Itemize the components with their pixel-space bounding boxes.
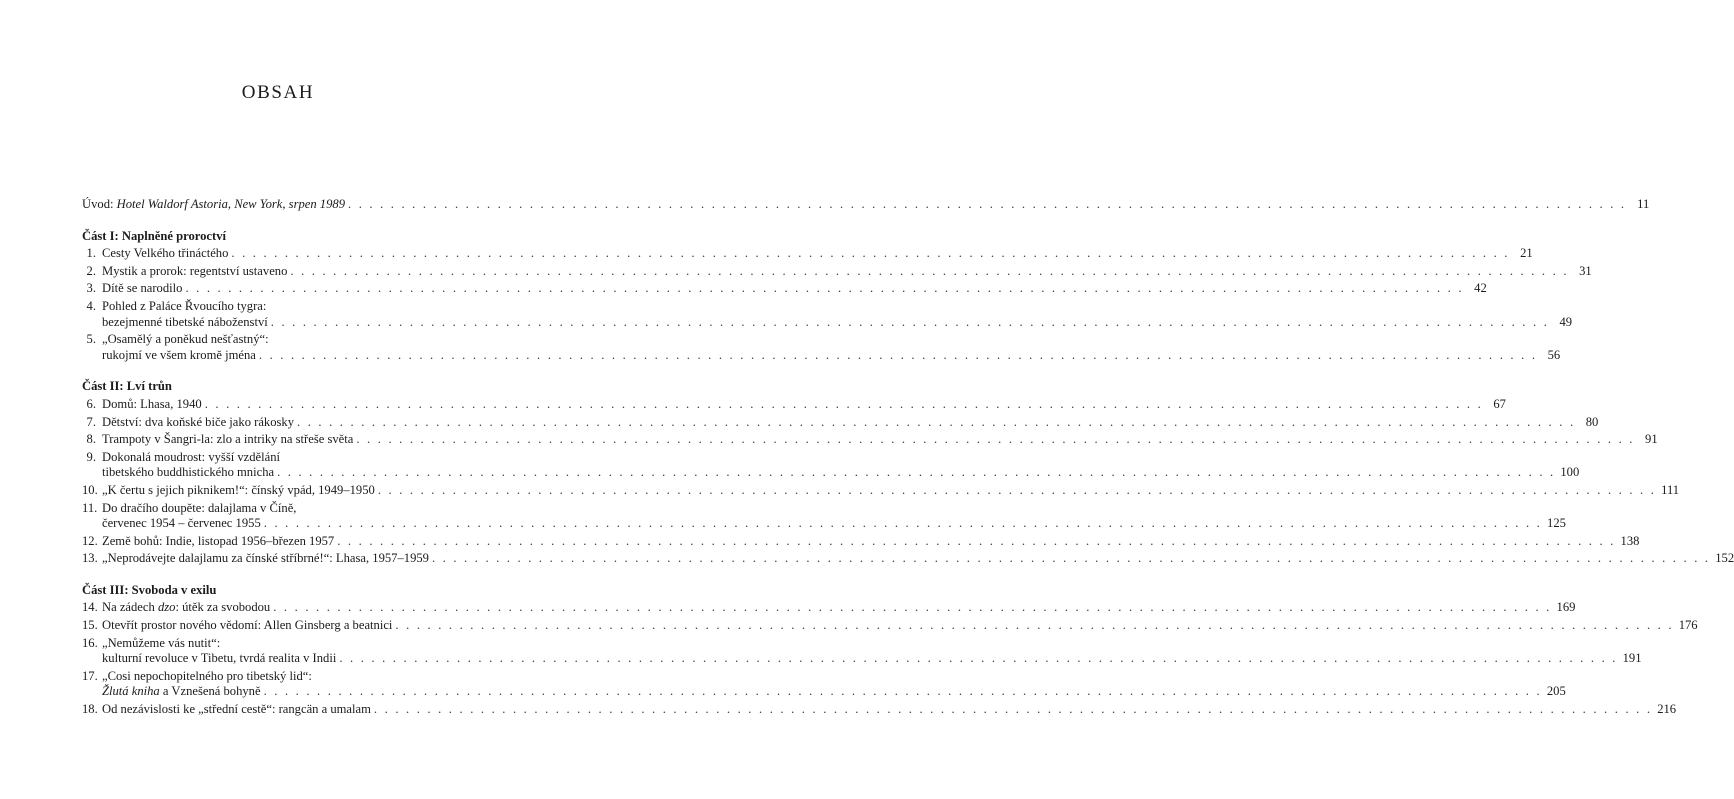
chapter-title-line: Dětství: dva koňské biče jako rákosky (102, 414, 295, 429)
toc-entry[interactable] (82, 449, 1580, 481)
toc-entry-line (82, 465, 1580, 481)
chapter-title-line: „Neprodávejte dalajlamu za čínské stříbrné!“: Lhasa, 1957–1959 (102, 551, 429, 566)
leader-dots: . . . . . . . . . . . . . . . . . . . . . . . . . . . . . . . . . . . . . . . . . . . . . . . . . . . . . . . . . . . . . . . . . . . . . . . . . . . . . . . . . . . . . . . . . . . . . . . . . . . . . . . . . . . . . . . . . . . . . . . . (185, 281, 1464, 296)
page-number: 91 (1645, 432, 1658, 447)
leader-dots: . . . . . . . . . . . . . . . . . . . . . . . . . . . . . . . . . . . . . . . . . . . . . . . . . . . . . . . . . . . . . . . . . . . . . . . . . . . . . . . . . . . . . . . . . . . . . . . . . . . . . . . . . . . . . . . . . . . . . . . . (263, 684, 1542, 699)
chapter-title-line: tibetského buddhistického mnicha (102, 465, 275, 480)
leader-dots: . . . . . . . . . . . . . . . . . . . . . . . . . . . . . . . . . . . . . . . . . . . . . . . . . . . . . . . . . . . . . . . . . . . . . . . . . . . . . . . . . . . . . . . . . . . . . . . . . . . . . . . . . . . . . . . . . . . . . . . . (231, 246, 1510, 261)
chapter-number: 16. (82, 635, 98, 650)
leader-dots: . . . . . . . . . . . . . . . . . . . . . . . . . . . . . . . . . . . . . . . . . . . . . . . . . . . . . . . . . . . . . . . . . . . . . . . . . . . . . . . . . . . . . . . . . . . . . . . . . . . . . . . . . . . . . . . . . . . . . . . . (395, 618, 1674, 633)
part-section (82, 228, 1592, 364)
toc-entry-line (82, 314, 1573, 331)
leader-dots: . . . . . . . . . . . . . . . . . . . . . . . . . . . . . . . . . . . . . . . . . . . . . . . . . . . . . . . . . . . . . . . . . . . . . . . . . . . . . . . . . . . . . . . . . . . . . . . . . . . . . . . . . . . . . . . . . . . . . . . . (348, 197, 1627, 211)
toc-entry[interactable] (82, 432, 1658, 448)
toc-entry[interactable] (82, 500, 1566, 532)
toc-entry[interactable] (82, 551, 1734, 567)
toc-entry-line (82, 533, 1640, 550)
chapter-number: 6. (86, 396, 96, 411)
toc-entry[interactable] (82, 618, 1698, 634)
leader-dots: . . . . . . . . . . . . . . . . . . . . . . . . . . . . . . . . . . . . . . . . . . . . . . . . . . . . . . . . . . . . . . . . . . . . . . . . . . . . . . . . . . . . . . . . . . . . . . . . . . . . . . . . . . . . . . . . . . . . . . . . (373, 702, 1653, 717)
part-section (82, 379, 1734, 567)
chapter-title-line: Od nezávislosti ke „střední cestě“: rangcän a umalam (102, 702, 371, 717)
page-number: 49 (1559, 314, 1573, 329)
chapter-number: 13. (82, 551, 98, 566)
chapter-number: 17. (82, 668, 98, 683)
page-number: 216 (1657, 702, 1677, 717)
chapter-title-line: Pohled z Paláce Řvoucího tygra: (102, 298, 267, 313)
chapter-title-line: Otevřít prostor nového vědomí: Allen Ginsberg a beatnici (102, 618, 393, 633)
toc-entry-line (82, 702, 1677, 718)
chapter-number: 1. (86, 246, 96, 261)
part-heading[interactable]: Část II: Lví trůn (82, 379, 172, 394)
chapter-title-line: „K čertu s jejich piknikem!“: čínský vpád, 1949–1950 (102, 482, 375, 497)
toc-entry[interactable] (82, 281, 1487, 297)
toc-entry-line (82, 600, 1576, 616)
leader-dots: . . . . . . . . . . . . . . . . . . . . . . . . . . . . . . . . . . . . . . . . . . . . . . . . . . . . . . . . . . . . . . . . . . . . . . . . . . . . . . . . . . . . . . . . . . . . . . . . . . . . . . . . . . . . . . . . . . . . . . . . (377, 482, 1657, 497)
chapter-number: 8. (86, 432, 96, 447)
intro-prefix: Úvod: (82, 197, 117, 211)
intro-italic-title: Hotel Waldorf Astoria, New York, srpen 1989 (116, 197, 345, 211)
toc-entry-line (82, 651, 1642, 667)
intro-section (82, 197, 1650, 213)
toc-entry-line (82, 432, 1658, 448)
chapter-number: 18. (82, 702, 98, 717)
leader-dots: . . . . . . . . . . . . . . . . . . . . . . . . . . . . . . . . . . . . . . . . . . . . . . . . . . . . . . . . . . . . . . . . . . . . . . . . . . . . . . . . . . . . . . . . . . . . . . . . . . . . . . . . . . . . . . . . . . . . . . . . (277, 465, 1556, 480)
toc-entry[interactable] (82, 263, 1592, 280)
toc-entry-line (82, 551, 1734, 567)
toc-entry-line (82, 636, 495, 652)
toc-entry[interactable] (82, 246, 1533, 262)
toc-entry-line (82, 263, 1592, 280)
chapter-number: 3. (86, 281, 96, 296)
toc-entry[interactable] (82, 533, 1640, 550)
leader-dots: . . . . . . . . . . . . . . . . . . . . . . . . . . . . . . . . . . . . . . . . . . . . . . . . . . . . . . . . . . . . . . . . . . . . . . . . . . . . . . . . . . . . . . . . . . . . . . . . . . . . . . . . . . . . . . . . . . . . . . . . (337, 533, 1616, 548)
table-of-contents (82, 197, 1734, 720)
toc-entry-line (82, 669, 495, 685)
chapter-number: 12. (82, 533, 98, 548)
page-number: 42 (1474, 281, 1487, 296)
page-number: 152 (1715, 551, 1734, 566)
toc-entry[interactable] (82, 668, 1566, 700)
leader-dots: . . . . . . . . . . . . . . . . . . . . . . . . . . . . . . . . . . . . . . . . . . . . . . . . . . . . . . . . . . . . . . . . . . . . . . . . . . . . . . . . . . . . . . . . . . . . . . . . . . . . . . . . . . . . . . . . . . . . . . . . (290, 263, 1569, 278)
chapter-title-line: Země bohů: Indie, listopad 1956–březen 1957 (102, 533, 335, 548)
toc-entry-line (82, 618, 1698, 634)
chapter-title-line: Dítě se narodilo (102, 281, 183, 296)
chapter-title-line: „Nemůžeme vás nutit“: (102, 635, 221, 650)
toc-entry[interactable] (82, 635, 1642, 667)
chapter-title-line: Cesty Velkého třináctého (102, 246, 229, 261)
toc-entry-line (82, 281, 1487, 297)
chapter-number: 9. (86, 449, 96, 464)
page-number: 100 (1560, 465, 1580, 480)
leader-dots: . . . . . . . . . . . . . . . . . . . . . . . . . . . . . . . . . . . . . . . . . . . . . . . . . . . . . . . . . . . . . . . . . . . . . . . . . . . . . . . . . . . . . . . . . . . . . . . . . . . . . . . . . . . . . . . . . . . . . . . . (339, 651, 1618, 666)
toc-entry[interactable] (82, 298, 1573, 330)
leader-dots: . . . . . . . . . . . . . . . . . . . . . . . . . . . . . . . . . . . . . . . . . . . . . . . . . . . . . . . . . . . . . . . . . . . . . . . . . . . . . . . . . . . . . . . . . . . . . . . . . . . . . . . . . . . . . . . . . . . . . . . . (263, 516, 1543, 531)
leader-dots: . . . . . . . . . . . . . . . . . . . . . . . . . . . . . . . . . . . . . . . . . . . . . . . . . . . . . . . . . . . . . . . . . . . . . . . . . . . . . . . . . . . . . . . . . . . . . . . . . . . . . . . . . . . . . . . . . . . . . . . . (258, 347, 1538, 362)
chapter-number: 5. (86, 332, 96, 347)
page-number: 176 (1678, 618, 1698, 633)
chapter-number: 15. (82, 618, 98, 633)
toc-entry[interactable] (82, 482, 1680, 499)
page-number: 191 (1622, 651, 1642, 666)
part-heading[interactable]: Část I: Naplněné proroctví (82, 228, 227, 243)
page-number: 111 (1661, 482, 1680, 497)
toc-entry-line (82, 347, 1561, 364)
chapter-title-line: „Cosi nepochopitelného pro tibetský lid“: (102, 668, 312, 683)
page-number: 31 (1579, 263, 1592, 278)
leader-dots: . . . . . . . . . . . . . . . . . . . . . . . . . . . . . . . . . . . . . . . . . . . . . . . . . . . . . . . . . . . . . . . . . . . . . . . . . . . . . . . . . . . . . . . . . . . . . . . . . . . . . . . . . . . . . . . . . . . . . . . . (356, 432, 1635, 447)
part-heading[interactable]: Část III: Svoboda v exilu (82, 582, 217, 597)
page-number: 67 (1493, 396, 1506, 411)
toc-entry-line (82, 450, 495, 466)
chapter-number: 7. (86, 414, 96, 429)
page-title: OBSAH (241, 82, 315, 103)
chapter-title-line: Trampoty v Šangri-la: zlo a intriky na střeše světa (102, 432, 354, 447)
toc-entry-line (82, 501, 495, 517)
leader-dots: . . . . . . . . . . . . . . . . . . . . . . . . . . . . . . . . . . . . . . . . . . . . . . . . . . . . . . . . . . . . . . . . . . . . . . . . . . . . . . . . . . . . . . . . . . . . . . . . . . . . . . . . . . . . . . . . . . . . . . . . (297, 414, 1576, 429)
chapter-title-line: kulturní revoluce v Tibetu, tvrdá realita v Indii (102, 651, 337, 666)
toc-entry-line (82, 332, 495, 348)
toc-entry[interactable] (82, 702, 1677, 718)
chapter-title-line: Domů: Lhasa, 1940 (102, 396, 202, 411)
leader-dots: . . . . . . . . . . . . . . . . . . . . . . . . . . . . . . . . . . . . . . . . . . . . . . . . . . . . . . . . . . . . . . . . . . . . . . . . . . . . . . . . . . . . . . . . . . . . . . . . . . . . . . . . . . . . . . . . . . . . . . . . (204, 396, 1483, 411)
page-number: 56 (1547, 347, 1561, 362)
chapter-title-line: Dokonalá moudrost: vyšší vzdělání (102, 449, 281, 464)
chapter-number: 4. (86, 298, 96, 313)
toc-entry-line (82, 516, 1566, 532)
chapter-title-line: bezejmenné tibetské náboženství (102, 314, 268, 329)
chapter-title-line: rukojmí ve všem kromě jména (102, 347, 256, 362)
chapter-title-line: Do dračího doupěte: dalajlama v Číně, (102, 500, 297, 515)
leader-dots: . . . . . . . . . . . . . . . . . . . . . . . . . . . . . . . . . . . . . . . . . . . . . . . . . . . . . . . . . . . . . . . . . . . . . . . . . . . . . . . . . . . . . . . . . . . . . . . . . . . . . . . . . . . . . . . . . . . . . . . . (431, 551, 1711, 566)
chapter-number: 10. (82, 482, 98, 497)
toc-entry-line (82, 684, 1566, 700)
page-number: 169 (1556, 600, 1576, 615)
intro-title (82, 197, 345, 213)
toc-entry[interactable] (82, 414, 1599, 431)
toc-entry-line (82, 414, 1599, 431)
chapter-number: 2. (86, 263, 96, 278)
chapter-number: 14. (82, 600, 98, 615)
chapter-title-line: Žlutá kniha a Vznešená bohyně (102, 684, 261, 699)
chapter-title-line: Mystik a prorok: regentství ustaveno (102, 263, 288, 278)
page-number: 125 (1547, 516, 1566, 531)
toc-entry[interactable] (82, 332, 1561, 363)
page-number: 80 (1585, 414, 1599, 429)
leader-dots: . . . . . . . . . . . . . . . . . . . . . . . . . . . . . . . . . . . . . . . . . . . . . . . . . . . . . . . . . . . . . . . . . . . . . . . . . . . . . . . . . . . . . . . . . . . . . . . . . . . . . . . . . . . . . . . . . . . . . . . . (270, 314, 1550, 329)
toc-entry[interactable] (82, 600, 1576, 616)
leader-dots: . . . . . . . . . . . . . . . . . . . . . . . . . . . . . . . . . . . . . . . . . . . . . . . . . . . . . . . . . . . . . . . . . . . . . . . . . . . . . . . . . . . . . . . . . . . . . . . . . . . . . . . . . . . . . . . . . . . . . . . . (273, 600, 1552, 615)
page-number: 138 (1620, 533, 1640, 548)
page-number: 21 (1520, 246, 1533, 261)
chapter-title-line: červenec 1954 – červenec 1955 (102, 516, 261, 531)
toc-entry[interactable] (82, 396, 1506, 413)
page-number: 11 (1637, 197, 1650, 211)
chapter-title-line: Na zádech dzo: útěk za svobodou (102, 600, 271, 615)
toc-entry-line (82, 299, 495, 315)
toc-entry-line (82, 246, 1533, 262)
page-number: 205 (1546, 684, 1566, 699)
toc-entry-intro[interactable] (82, 197, 1650, 213)
part-section (82, 582, 1698, 718)
chapter-number: 11. (82, 500, 98, 515)
toc-entry-line (82, 396, 1506, 413)
chapter-title-line: „Osamělý a poněkud nešťastný“: (102, 332, 269, 347)
toc-entry-line (82, 482, 1680, 499)
